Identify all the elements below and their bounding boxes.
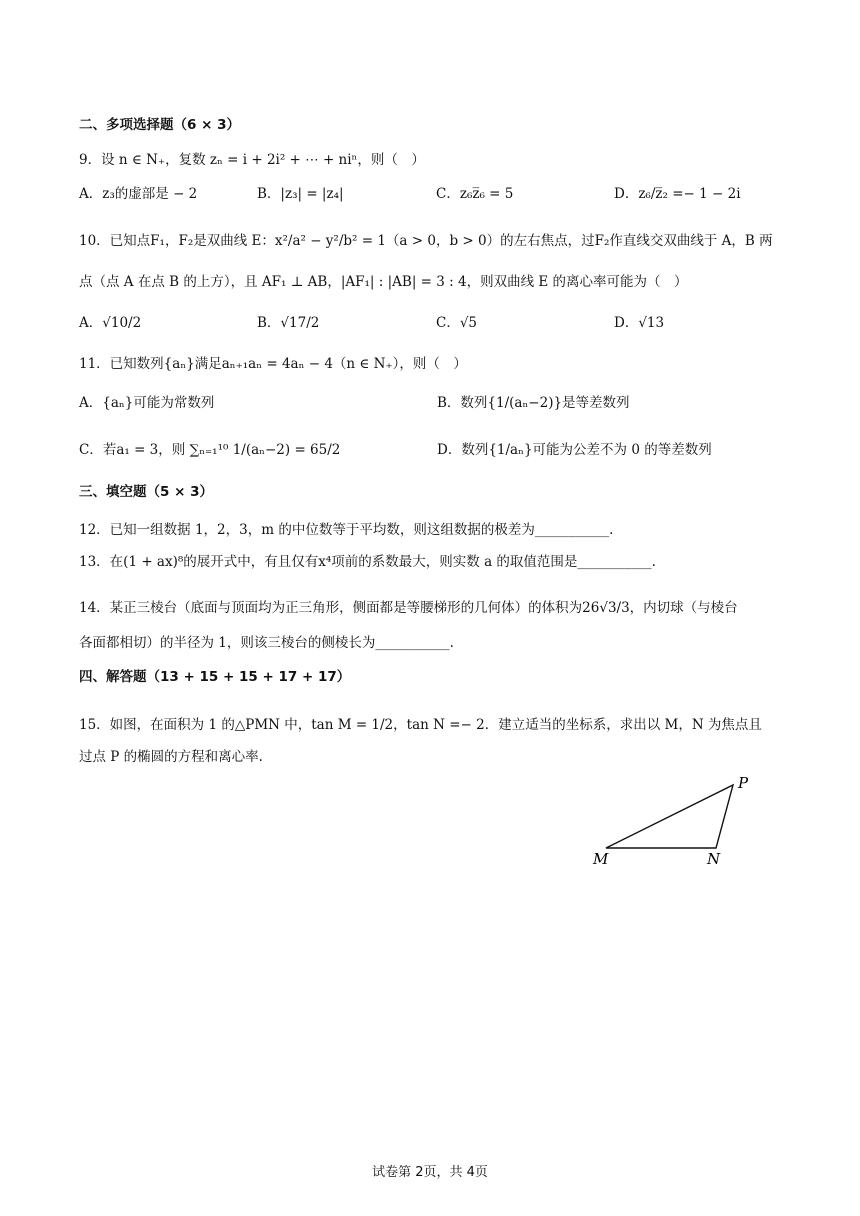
question-10-stem-line2: 点（点 A 在点 B 的上方），且 AF₁ ⊥ AB，|AF₁| : |AB| = 3 : 4，则双曲线 E 的离心率可能为（ ） <box>79 274 688 290</box>
question-10-stem-line1: 10．已知点F₁，F₂是双曲线 E：x²/a² − y²/b² = 1（a > 0，b > 0）的左右焦点，过F₂作直线交双曲线于 A，B 两 <box>79 233 773 249</box>
q11-option-c: C．若a₁ = 3，则 ∑ₙ₌₁¹⁰ 1/(aₙ−2) = 65/2 <box>79 442 341 458</box>
page-footer: 试卷第 2页，共 4页 <box>372 1165 488 1180</box>
q11-option-a: A．{aₙ}可能为常数列 <box>79 395 215 411</box>
q11-option-d: D．数列{1/aₙ}可能为公差不为 0 的等差数列 <box>437 442 712 458</box>
triangle-pmn-figure <box>588 770 758 870</box>
question-14-line2: 各面都相切）的半径为 1，则该三棱台的侧棱长为___________. <box>79 635 454 651</box>
question-13: 13．在(1 + ax)⁸的展开式中，有且仅有x⁴项前的系数最大，则实数 a 的取值范围是___________. <box>79 554 656 570</box>
q11-option-b: B．数列{1/(aₙ−2)}是等差数列 <box>437 395 630 411</box>
q10-option-a: A．√10/2 <box>79 315 142 331</box>
q10-option-d: D．√13 <box>614 315 665 331</box>
q10-option-b: B．√17/2 <box>257 315 320 331</box>
question-9-options <box>79 181 784 209</box>
question-11-options-row2 <box>79 437 784 465</box>
vertex-label-n: N <box>707 850 721 868</box>
question-15-line1: 15．如图，在面积为 1 的△PMN 中，tan M = 1/2，tan N =− 2．建立适当的坐标系，求出以 M，N 为焦点且 <box>79 717 762 733</box>
vertex-label-p: P <box>738 774 749 792</box>
question-11-options-row1 <box>79 390 784 418</box>
question-10-options <box>79 310 784 338</box>
triangle-pmn-shape <box>606 785 733 848</box>
question-9-stem: 9．设 n ∈ N₊，复数 zₙ = i + 2i² + ⋯ + niⁿ，则（ ） <box>79 152 425 168</box>
q9-option-d: D．z₆/z̅₂ =− 1 − 2i <box>614 186 741 202</box>
section-heading-solutions: 四、解答题（13 + 15 + 15 + 17 + 17） <box>79 669 351 685</box>
question-15-line2: 过点 P 的椭圆的方程和离心率. <box>79 749 263 765</box>
vertex-label-m: M <box>593 850 609 868</box>
q9-option-a: A．z₃的虚部是 − 2 <box>79 186 198 202</box>
question-14-line1: 14．某正三棱台（底面与顶面均为正三角形，侧面都是等腰梯形的几何体）的体积为26√3/3，内切球（与棱台 <box>79 600 738 616</box>
question-12: 12．已知一组数据 1，2，3，m 的中位数等于平均数，则这组数据的极差为___________. <box>79 522 614 538</box>
section-heading-multiple-choice: 二、多项选择题（6 × 3） <box>79 117 240 133</box>
question-11-stem: 11．已知数列{aₙ}满足aₙ₊₁aₙ = 4aₙ − 4（n ∈ N₊），则（ ） <box>79 356 467 372</box>
q9-option-c: C．z₆z̅₆ = 5 <box>436 186 514 202</box>
q9-option-b: B．|z₃| = |z₄| <box>257 186 344 202</box>
q10-option-c: C．√5 <box>436 315 478 331</box>
section-heading-fill-blank: 三、填空题（5 × 3） <box>79 484 213 500</box>
